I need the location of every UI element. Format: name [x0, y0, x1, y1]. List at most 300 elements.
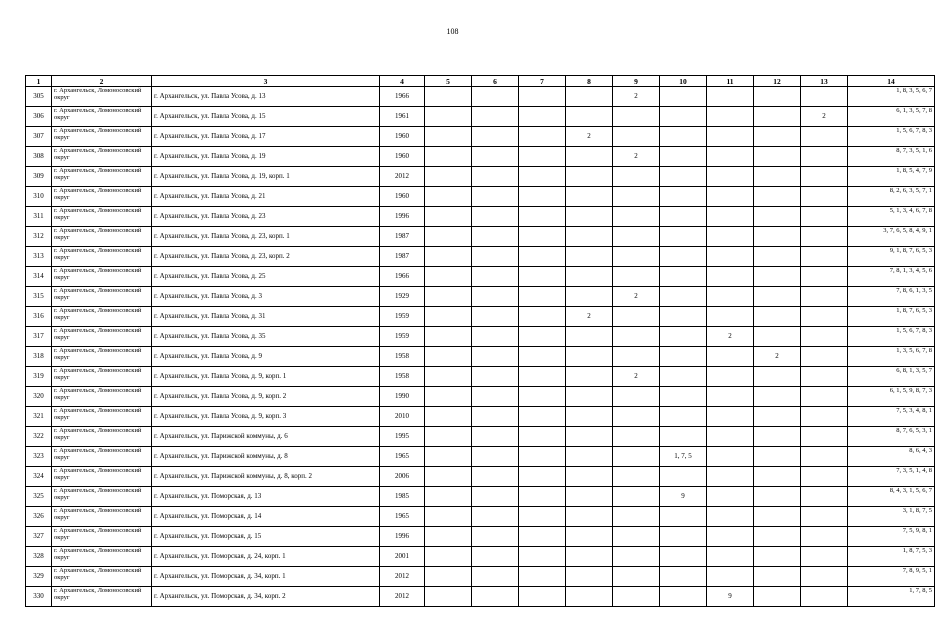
col11-cell: 9 — [707, 587, 754, 607]
col5-cell — [425, 587, 472, 607]
table-row — [26, 347, 935, 367]
col13-cell: 2 — [801, 107, 848, 127]
address-cell: г. Архангельск, ул. Парижской коммуны, д. 8, корп. 2 — [152, 467, 380, 487]
address-cell: г. Архангельск, ул. Парижской коммуны, д. 8 — [152, 447, 380, 467]
col11-cell: 2 — [707, 327, 754, 347]
table-row — [26, 507, 935, 527]
col5-cell — [425, 547, 472, 567]
col8-cell — [566, 587, 613, 607]
page-number: 108 — [446, 27, 459, 36]
address-cell: г. Архангельск, ул. Поморская, д. 13 — [152, 487, 380, 507]
district-cell: г. Архангельск, Ломоносовский округ — [52, 167, 152, 187]
year-cell: 1958 — [380, 367, 425, 387]
col13-cell — [801, 487, 848, 507]
year-cell: 1958 — [380, 347, 425, 367]
col5-cell — [425, 407, 472, 427]
col6-cell — [472, 447, 519, 467]
row-number: 315 — [26, 287, 52, 307]
col12-cell — [754, 227, 801, 247]
col11-cell — [707, 567, 754, 587]
row-number: 322 — [26, 427, 52, 447]
col7-cell — [519, 167, 566, 187]
col12-cell — [754, 247, 801, 267]
table-row — [26, 207, 935, 227]
col12-cell — [754, 467, 801, 487]
col12-cell — [754, 307, 801, 327]
col8-cell — [566, 287, 613, 307]
col10-cell — [660, 387, 707, 407]
district-cell: г. Архангельск, Ломоносовский округ — [52, 107, 152, 127]
col9-cell: 2 — [613, 367, 660, 387]
year-cell: 1985 — [380, 487, 425, 507]
col12-cell — [754, 147, 801, 167]
codes-cell: 7, 3, 5, 1, 4, 8 — [848, 467, 935, 487]
col12-cell: 2 — [754, 347, 801, 367]
col5-cell — [425, 187, 472, 207]
col7-cell — [519, 487, 566, 507]
codes-cell: 1, 5, 6, 7, 8, 3 — [848, 127, 935, 147]
address-cell: г. Архангельск, ул. Павла Усова, д. 17 — [152, 127, 380, 147]
table-row — [26, 467, 935, 487]
row-number: 310 — [26, 187, 52, 207]
col9-cell — [613, 507, 660, 527]
col10-cell — [660, 307, 707, 327]
col6-cell — [472, 307, 519, 327]
table-row — [26, 527, 935, 547]
col6-cell — [472, 287, 519, 307]
col7-cell — [519, 587, 566, 607]
col13-cell — [801, 247, 848, 267]
address-cell: г. Архангельск, ул. Павла Усова, д. 25 — [152, 267, 380, 287]
col10-cell — [660, 287, 707, 307]
col6-cell — [472, 427, 519, 447]
col10-cell — [660, 547, 707, 567]
address-cell: г. Архангельск, ул. Павла Усова, д. 23, корп. 2 — [152, 247, 380, 267]
year-cell: 1965 — [380, 447, 425, 467]
col6-cell — [472, 127, 519, 147]
col6-cell — [472, 587, 519, 607]
col5-cell — [425, 367, 472, 387]
col7-cell — [519, 367, 566, 387]
col5-cell — [425, 467, 472, 487]
col7-cell — [519, 267, 566, 287]
row-number: 316 — [26, 307, 52, 327]
col10-cell: 9 — [660, 487, 707, 507]
year-cell: 1996 — [380, 207, 425, 227]
col8-cell — [566, 327, 613, 347]
col7-cell — [519, 387, 566, 407]
address-cell: г. Архангельск, ул. Павла Усова, д. 13 — [152, 87, 380, 107]
table-row — [26, 487, 935, 507]
col7-cell — [519, 347, 566, 367]
table-row — [26, 247, 935, 267]
col8-cell — [566, 447, 613, 467]
row-number: 305 — [26, 87, 52, 107]
col6-cell — [472, 407, 519, 427]
district-cell: г. Архангельск, Ломоносовский округ — [52, 507, 152, 527]
year-cell: 1995 — [380, 427, 425, 447]
address-cell: г. Архангельск, ул. Павла Усова, д. 35 — [152, 327, 380, 347]
column-header-5: 5 — [425, 76, 472, 87]
col13-cell — [801, 387, 848, 407]
col12-cell — [754, 407, 801, 427]
col11-cell — [707, 207, 754, 227]
col5-cell — [425, 147, 472, 167]
district-cell: г. Архангельск, Ломоносовский округ — [52, 207, 152, 227]
col10-cell — [660, 467, 707, 487]
district-cell: г. Архангельск, Ломоносовский округ — [52, 407, 152, 427]
district-cell: г. Архангельск, Ломоносовский округ — [52, 587, 152, 607]
col12-cell — [754, 507, 801, 527]
column-header-14: 14 — [848, 76, 935, 87]
codes-cell: 8, 6, 4, 3 — [848, 447, 935, 467]
col8-cell — [566, 107, 613, 127]
col9-cell — [613, 567, 660, 587]
column-header-7: 7 — [519, 76, 566, 87]
district-cell: г. Архангельск, Ломоносовский округ — [52, 307, 152, 327]
table-row — [26, 127, 935, 147]
col9-cell — [613, 247, 660, 267]
col12-cell — [754, 207, 801, 227]
row-number: 311 — [26, 207, 52, 227]
table-row — [26, 227, 935, 247]
col5-cell — [425, 347, 472, 367]
col11-cell — [707, 187, 754, 207]
col13-cell — [801, 227, 848, 247]
col6-cell — [472, 167, 519, 187]
col11-cell — [707, 307, 754, 327]
table-row — [26, 547, 935, 567]
col13-cell — [801, 87, 848, 107]
district-cell: г. Архангельск, Ломоносовский округ — [52, 427, 152, 447]
codes-cell: 3, 1, 8, 7, 5 — [848, 507, 935, 527]
col5-cell — [425, 487, 472, 507]
col13-cell — [801, 347, 848, 367]
col6-cell — [472, 187, 519, 207]
address-cell: г. Архангельск, ул. Павла Усова, д. 23 — [152, 207, 380, 227]
codes-cell: 8, 2, 6, 3, 5, 7, 1 — [848, 187, 935, 207]
col7-cell — [519, 107, 566, 127]
address-cell: г. Архангельск, ул. Поморская, д. 34, корп. 2 — [152, 587, 380, 607]
col8-cell — [566, 527, 613, 547]
col10-cell — [660, 347, 707, 367]
col8-cell — [566, 367, 613, 387]
col5-cell — [425, 247, 472, 267]
address-cell: г. Архангельск, ул. Павла Усова, д. 3 — [152, 287, 380, 307]
year-cell: 1959 — [380, 307, 425, 327]
col13-cell — [801, 147, 848, 167]
col10-cell — [660, 267, 707, 287]
row-number: 320 — [26, 387, 52, 407]
col8-cell — [566, 407, 613, 427]
row-number: 317 — [26, 327, 52, 347]
col11-cell — [707, 547, 754, 567]
col6-cell — [472, 267, 519, 287]
address-cell: г. Архангельск, ул. Павла Усова, д. 21 — [152, 187, 380, 207]
col9-cell — [613, 447, 660, 467]
col9-cell — [613, 587, 660, 607]
col9-cell: 2 — [613, 287, 660, 307]
codes-cell: 8, 4, 3, 1, 5, 6, 7 — [848, 487, 935, 507]
col7-cell — [519, 407, 566, 427]
codes-cell: 6, 8, 1, 3, 5, 7 — [848, 367, 935, 387]
column-header-12: 12 — [754, 76, 801, 87]
year-cell: 1960 — [380, 187, 425, 207]
column-header-3: 3 — [152, 76, 380, 87]
col5-cell — [425, 207, 472, 227]
year-cell: 2006 — [380, 467, 425, 487]
col12-cell — [754, 567, 801, 587]
col9-cell — [613, 167, 660, 187]
col11-cell — [707, 467, 754, 487]
row-number: 328 — [26, 547, 52, 567]
district-cell: г. Архангельск, Ломоносовский округ — [52, 347, 152, 367]
year-cell: 1987 — [380, 247, 425, 267]
table-row — [26, 567, 935, 587]
col5-cell — [425, 167, 472, 187]
district-cell: г. Архангельск, Ломоносовский округ — [52, 127, 152, 147]
col7-cell — [519, 227, 566, 247]
col9-cell: 2 — [613, 87, 660, 107]
column-header-9: 9 — [613, 76, 660, 87]
col9-cell — [613, 207, 660, 227]
col10-cell — [660, 507, 707, 527]
row-number: 309 — [26, 167, 52, 187]
col9-cell — [613, 267, 660, 287]
row-number: 313 — [26, 247, 52, 267]
col12-cell — [754, 487, 801, 507]
col7-cell — [519, 187, 566, 207]
col11-cell — [707, 427, 754, 447]
col7-cell — [519, 207, 566, 227]
district-cell: г. Архангельск, Ломоносовский округ — [52, 527, 152, 547]
row-number: 318 — [26, 347, 52, 367]
col7-cell — [519, 147, 566, 167]
table-row — [26, 447, 935, 467]
col7-cell — [519, 447, 566, 467]
table-row — [26, 87, 935, 107]
col8-cell — [566, 567, 613, 587]
col10-cell — [660, 587, 707, 607]
row-number: 329 — [26, 567, 52, 587]
col5-cell — [425, 567, 472, 587]
col13-cell — [801, 367, 848, 387]
col11-cell — [707, 407, 754, 427]
col10-cell — [660, 327, 707, 347]
table-row — [26, 427, 935, 447]
codes-cell: 7, 8, 9, 5, 1 — [848, 567, 935, 587]
col5-cell — [425, 327, 472, 347]
col8-cell — [566, 427, 613, 447]
column-header-13: 13 — [801, 76, 848, 87]
col10-cell — [660, 427, 707, 447]
col6-cell — [472, 147, 519, 167]
col5-cell — [425, 87, 472, 107]
col12-cell — [754, 447, 801, 467]
column-header-1: 1 — [26, 76, 52, 87]
codes-cell: 1, 8, 5, 4, 7, 9 — [848, 167, 935, 187]
col11-cell — [707, 367, 754, 387]
table-row — [26, 167, 935, 187]
col12-cell — [754, 187, 801, 207]
col10-cell — [660, 87, 707, 107]
year-cell: 1965 — [380, 507, 425, 527]
column-header-8: 8 — [566, 76, 613, 87]
row-number: 330 — [26, 587, 52, 607]
col13-cell — [801, 207, 848, 227]
col10-cell — [660, 107, 707, 127]
column-header-11: 11 — [707, 76, 754, 87]
address-cell: г. Архангельск, ул. Поморская, д. 34, корп. 1 — [152, 567, 380, 587]
col5-cell — [425, 447, 472, 467]
col7-cell — [519, 307, 566, 327]
table-row — [26, 147, 935, 167]
address-cell: г. Архангельск, ул. Павла Усова, д. 31 — [152, 307, 380, 327]
col8-cell — [566, 467, 613, 487]
district-cell: г. Архангельск, Ломоносовский округ — [52, 327, 152, 347]
col6-cell — [472, 367, 519, 387]
col13-cell — [801, 327, 848, 347]
codes-cell: 9, 1, 8, 7, 6, 5, 3 — [848, 247, 935, 267]
district-cell: г. Архангельск, Ломоносовский округ — [52, 567, 152, 587]
codes-cell: 1, 3, 5, 6, 7, 8 — [848, 347, 935, 367]
year-cell: 2010 — [380, 407, 425, 427]
col7-cell — [519, 467, 566, 487]
col13-cell — [801, 187, 848, 207]
col9-cell — [613, 227, 660, 247]
col6-cell — [472, 527, 519, 547]
codes-cell: 1, 8, 7, 6, 5, 3 — [848, 307, 935, 327]
district-cell: г. Архангельск, Ломоносовский округ — [52, 367, 152, 387]
address-cell: г. Архангельск, ул. Павла Усова, д. 15 — [152, 107, 380, 127]
col13-cell — [801, 527, 848, 547]
col13-cell — [801, 567, 848, 587]
col13-cell — [801, 407, 848, 427]
col8-cell — [566, 247, 613, 267]
codes-cell: 3, 7, 6, 5, 8, 4, 9, 1 — [848, 227, 935, 247]
col11-cell — [707, 127, 754, 147]
col10-cell — [660, 147, 707, 167]
col13-cell — [801, 287, 848, 307]
col11-cell — [707, 247, 754, 267]
year-cell: 1960 — [380, 147, 425, 167]
year-cell: 1959 — [380, 327, 425, 347]
col7-cell — [519, 567, 566, 587]
col9-cell — [613, 407, 660, 427]
codes-cell: 1, 8, 3, 5, 6, 7 — [848, 87, 935, 107]
row-number: 319 — [26, 367, 52, 387]
district-cell: г. Архангельск, Ломоносовский округ — [52, 387, 152, 407]
col12-cell — [754, 127, 801, 147]
col9-cell — [613, 307, 660, 327]
col6-cell — [472, 547, 519, 567]
row-number: 325 — [26, 487, 52, 507]
col7-cell — [519, 427, 566, 447]
col13-cell — [801, 547, 848, 567]
table-row — [26, 367, 935, 387]
table-row — [26, 267, 935, 287]
codes-cell: 7, 5, 9, 8, 1 — [848, 527, 935, 547]
col5-cell — [425, 267, 472, 287]
year-cell: 1961 — [380, 107, 425, 127]
col11-cell — [707, 507, 754, 527]
col10-cell — [660, 167, 707, 187]
col8-cell — [566, 87, 613, 107]
table-row — [26, 287, 935, 307]
col11-cell — [707, 387, 754, 407]
col9-cell — [613, 527, 660, 547]
address-cell: г. Архангельск, ул. Павла Усова, д. 23, корп. 1 — [152, 227, 380, 247]
col7-cell — [519, 247, 566, 267]
col10-cell — [660, 527, 707, 547]
housing-table — [25, 75, 935, 607]
col12-cell — [754, 387, 801, 407]
table-row — [26, 187, 935, 207]
district-cell: г. Архангельск, Ломоносовский округ — [52, 267, 152, 287]
column-header-4: 4 — [380, 76, 425, 87]
column-header-10: 10 — [660, 76, 707, 87]
codes-cell: 7, 8, 1, 3, 4, 5, 6 — [848, 267, 935, 287]
col7-cell — [519, 127, 566, 147]
col6-cell — [472, 207, 519, 227]
col5-cell — [425, 427, 472, 447]
col9-cell: 2 — [613, 147, 660, 167]
col12-cell — [754, 87, 801, 107]
col9-cell — [613, 347, 660, 367]
col12-cell — [754, 267, 801, 287]
codes-cell: 1, 8, 7, 5, 3 — [848, 547, 935, 567]
col5-cell — [425, 107, 472, 127]
table-row — [26, 407, 935, 427]
col13-cell — [801, 267, 848, 287]
column-header-2: 2 — [52, 76, 152, 87]
col11-cell — [707, 487, 754, 507]
col9-cell — [613, 427, 660, 447]
codes-cell: 6, 1, 5, 9, 8, 7, 3 — [848, 387, 935, 407]
col6-cell — [472, 507, 519, 527]
col6-cell — [472, 107, 519, 127]
col11-cell — [707, 287, 754, 307]
col8-cell — [566, 267, 613, 287]
row-number: 326 — [26, 507, 52, 527]
year-cell: 1996 — [380, 527, 425, 547]
year-cell: 1929 — [380, 287, 425, 307]
col6-cell — [472, 87, 519, 107]
col6-cell — [472, 327, 519, 347]
col6-cell — [472, 227, 519, 247]
col7-cell — [519, 327, 566, 347]
address-cell: г. Архангельск, ул. Павла Усова, д. 9, корп. 2 — [152, 387, 380, 407]
row-number: 323 — [26, 447, 52, 467]
col10-cell — [660, 187, 707, 207]
district-cell: г. Архангельск, Ломоносовский округ — [52, 187, 152, 207]
codes-cell: 8, 7, 6, 5, 3, 1 — [848, 427, 935, 447]
col11-cell — [707, 87, 754, 107]
table-row — [26, 107, 935, 127]
col13-cell — [801, 307, 848, 327]
col10-cell — [660, 127, 707, 147]
col9-cell — [613, 547, 660, 567]
col10-cell — [660, 227, 707, 247]
col9-cell — [613, 387, 660, 407]
col6-cell — [472, 387, 519, 407]
row-number: 321 — [26, 407, 52, 427]
col9-cell — [613, 487, 660, 507]
address-cell: г. Архангельск, ул. Парижской коммуны, д. 6 — [152, 427, 380, 447]
col6-cell — [472, 247, 519, 267]
year-cell: 2012 — [380, 567, 425, 587]
codes-cell: 6, 1, 3, 5, 7, 8 — [848, 107, 935, 127]
